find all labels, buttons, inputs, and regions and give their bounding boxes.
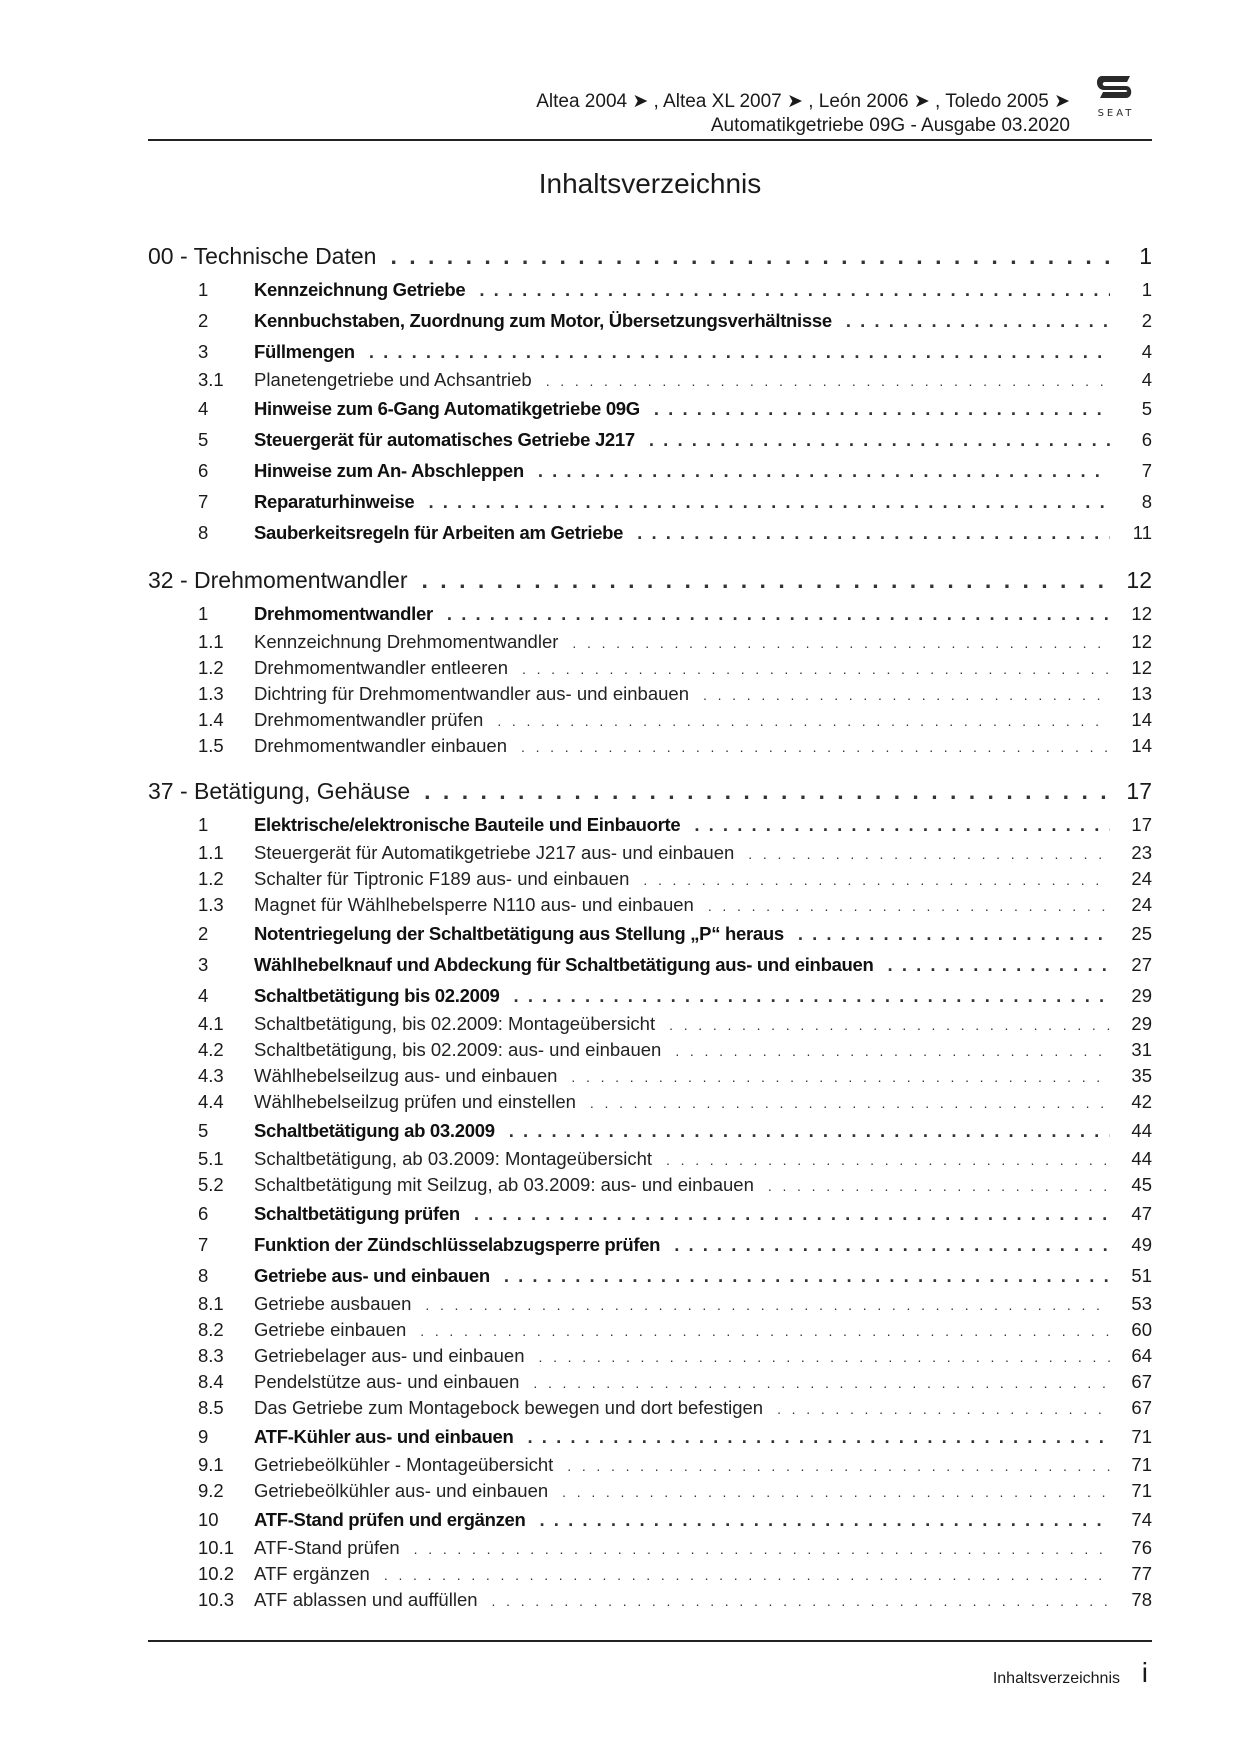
dot-leader (637, 517, 1110, 548)
entry-page: 71 (1131, 1426, 1152, 1447)
entry-title: Wählhebelknauf und Abdeckung für Schaltbetätigung aus- und einbauen (254, 954, 874, 975)
toc-section-entry[interactable] (148, 1115, 1152, 1146)
entry-page: 12 (1131, 603, 1152, 624)
entry-title: Füllmengen (254, 341, 355, 362)
entry-title: Getriebeölkühler aus- und einbauen (254, 1480, 549, 1501)
entry-number: 4.1 (198, 1013, 224, 1034)
entry-title: Getriebelager aus- und einbauen (254, 1345, 525, 1366)
chapter-title: 37 - Betätigung, Gehäuse (148, 778, 411, 804)
entry-page: 23 (1131, 842, 1152, 863)
entry-page: 71 (1131, 1454, 1152, 1475)
entry-title: Schaltbetätigung ab 03.2009 (254, 1120, 495, 1141)
entry-number: 5.2 (198, 1174, 224, 1195)
entry-title: Schaltbetätigung prüfen (254, 1203, 460, 1224)
entry-number: 3.1 (198, 369, 224, 390)
entry-page: 44 (1131, 1120, 1152, 1141)
toc-section-entry[interactable] (148, 517, 1152, 548)
entry-number: 3 (198, 341, 209, 362)
toc-section-entry[interactable] (148, 393, 1152, 424)
toc-subsection-entry[interactable] (148, 1452, 1152, 1478)
toc-subsection-entry[interactable] (148, 1037, 1152, 1063)
entry-title: Getriebe einbauen (254, 1319, 407, 1340)
chapter-entries (148, 598, 1152, 759)
dot-leader (888, 949, 1110, 980)
dot-leader (533, 1370, 1110, 1396)
entry-title: Schaltbetätigung, bis 02.2009: Montageübersicht (254, 1013, 656, 1034)
table-of-contents (148, 240, 1152, 1613)
entry-number: 5.1 (198, 1148, 224, 1169)
toc-section-entry[interactable] (148, 809, 1152, 840)
toc-subsection-entry[interactable] (148, 1587, 1152, 1613)
entry-page: 5 (1141, 398, 1152, 419)
dot-leader (546, 368, 1110, 394)
toc-subsection-entry[interactable] (148, 1146, 1152, 1172)
seat-logo-icon (1086, 72, 1146, 122)
toc-section-entry[interactable] (148, 1421, 1152, 1452)
entry-page: 76 (1131, 1537, 1152, 1558)
toc-section-entry[interactable] (148, 1260, 1152, 1291)
entry-page: 2 (1141, 310, 1152, 331)
entry-page: 42 (1131, 1091, 1152, 1112)
entry-title: Drehmomentwandler (254, 603, 433, 624)
chapter-page: 17 (1126, 778, 1152, 804)
chapter-heading[interactable] (148, 240, 1152, 272)
entry-page: 13 (1131, 683, 1152, 704)
toc-subsection-entry[interactable] (148, 367, 1152, 393)
footer-page-number: i (1141, 1657, 1148, 1688)
entry-page: 67 (1131, 1371, 1152, 1392)
entry-page: 47 (1131, 1203, 1152, 1224)
dot-leader (674, 1229, 1110, 1260)
toc-section-entry[interactable] (148, 274, 1152, 305)
entry-number: 1.1 (198, 842, 224, 863)
chapter-00 (148, 240, 1152, 548)
chapter-heading[interactable] (148, 775, 1152, 807)
toc-subsection-entry[interactable] (148, 1395, 1152, 1421)
chapter-37 (148, 775, 1152, 1613)
entry-page: 35 (1131, 1065, 1152, 1086)
entry-number: 9.2 (198, 1480, 224, 1501)
seat-logo (1086, 72, 1146, 122)
dot-leader (669, 1012, 1110, 1038)
entry-number: 2 (198, 923, 209, 944)
footer-rule (148, 1640, 1152, 1642)
entry-page: 29 (1131, 985, 1152, 1006)
toc-subsection-entry[interactable] (148, 1535, 1152, 1561)
entry-number: 6 (198, 1203, 209, 1224)
toc-subsection-entry[interactable] (148, 1343, 1152, 1369)
entry-page: 44 (1131, 1148, 1152, 1169)
entry-number: 4.4 (198, 1091, 224, 1112)
entry-title: Getriebeölkühler - Montageübersicht (254, 1454, 554, 1475)
dot-leader (492, 1588, 1110, 1614)
dot-leader (768, 1173, 1110, 1199)
dot-leader (390, 240, 1110, 272)
chapter-entries (148, 809, 1152, 1613)
entry-title: Reparaturhinweise (254, 491, 415, 512)
entry-page: 64 (1131, 1345, 1152, 1366)
dot-leader (562, 1479, 1110, 1505)
entry-page: 29 (1131, 1013, 1152, 1034)
entry-number: 3 (198, 954, 209, 975)
dot-leader (666, 1147, 1110, 1173)
entry-number: 8 (198, 522, 209, 543)
toc-section-entry[interactable] (148, 1229, 1152, 1260)
toc-subsection-entry[interactable] (148, 629, 1152, 655)
entry-title: Notentriegelung der Schaltbetätigung aus Stellung „P“ heraus (254, 923, 784, 944)
dot-leader (649, 424, 1110, 455)
entry-title: ATF-Stand prüfen und ergänzen (254, 1509, 526, 1530)
entry-number: 6 (198, 460, 209, 481)
entry-number: 1.2 (198, 657, 224, 678)
entry-page: 51 (1131, 1265, 1152, 1286)
toc-subsection-entry[interactable] (148, 681, 1152, 707)
toc-subsection-entry[interactable] (148, 655, 1152, 681)
toc-subsection-entry[interactable] (148, 1011, 1152, 1037)
entry-number: 4.3 (198, 1065, 224, 1086)
entry-title: Schaltbetätigung, ab 03.2009: Montageübersicht (254, 1148, 653, 1169)
entry-title: Kennzeichnung Getriebe (254, 279, 466, 300)
toc-subsection-entry[interactable] (148, 1317, 1152, 1343)
brand-wordmark: SEAT (1097, 108, 1135, 119)
entry-page: 77 (1131, 1563, 1152, 1584)
entry-page: 60 (1131, 1319, 1152, 1340)
entry-page: 67 (1131, 1397, 1152, 1418)
entry-title: Wählhebelseilzug prüfen und einstellen (254, 1091, 576, 1112)
entry-title: Schaltbetätigung bis 02.2009 (254, 985, 500, 1006)
toc-section-entry[interactable] (148, 336, 1152, 367)
dot-leader (539, 1344, 1111, 1370)
entry-title: Kennzeichnung Drehmomentwandler (254, 631, 559, 652)
entry-title: Dichtring für Drehmomentwandler aus- und einbauen (254, 683, 689, 704)
entry-page: 31 (1131, 1039, 1152, 1060)
entry-number: 8.1 (198, 1293, 224, 1314)
entry-page: 7 (1141, 460, 1152, 481)
dot-leader (748, 841, 1110, 867)
dot-leader (528, 1421, 1110, 1452)
toc-section-entry[interactable] (148, 949, 1152, 980)
toc-section-entry[interactable] (148, 455, 1152, 486)
entry-number: 1.1 (198, 631, 224, 652)
toc-subsection-entry[interactable] (148, 1063, 1152, 1089)
dot-leader (474, 1198, 1110, 1229)
dot-leader (798, 918, 1110, 949)
dot-leader (422, 564, 1110, 596)
dot-leader (497, 708, 1110, 734)
entry-title: Drehmomentwandler einbauen (254, 735, 507, 756)
dot-leader (424, 775, 1110, 807)
entry-page: 11 (1132, 522, 1152, 543)
entry-title: Planetengetriebe und Achsantrieb (254, 369, 532, 390)
entry-title: Magnet für Wählhebelsperre N110 aus- und einbauen (254, 894, 694, 915)
entry-number: 1.3 (198, 683, 224, 704)
toc-subsection-entry[interactable] (148, 1089, 1152, 1115)
entry-title: Elektrische/elektronische Bauteile und Einbauorte (254, 814, 681, 835)
entry-number: 8 (198, 1265, 209, 1286)
entry-number: 1.2 (198, 868, 224, 889)
chapter-32 (148, 564, 1152, 759)
entry-page: 24 (1131, 894, 1152, 915)
entry-page: 45 (1131, 1174, 1152, 1195)
footer-label: Inhaltsverzeichnis (992, 1670, 1120, 1687)
dot-leader (420, 1318, 1110, 1344)
header-subtitle: Automatikgetriebe 09G - Ausgabe 03.2020 (710, 115, 1070, 136)
dot-leader (643, 867, 1110, 893)
toc-subsection-entry[interactable] (148, 1478, 1152, 1504)
entry-page: 74 (1131, 1509, 1152, 1530)
entry-title: ATF ablassen und auffüllen (254, 1589, 478, 1610)
entry-page: 4 (1141, 341, 1152, 362)
dot-leader (654, 393, 1110, 424)
dot-leader (514, 980, 1110, 1011)
dot-leader (425, 1292, 1110, 1318)
dot-leader (703, 682, 1110, 708)
entry-number: 7 (198, 1234, 209, 1255)
dot-leader (538, 455, 1110, 486)
entry-title: Das Getriebe zum Montagebock bewegen und dort befestigen (254, 1397, 764, 1418)
entry-title: Sauberkeitsregeln für Arbeiten am Getriebe (254, 522, 624, 543)
entry-page: 1 (1141, 279, 1152, 300)
entry-number: 4 (198, 398, 209, 419)
entry-number: 8.3 (198, 1345, 224, 1366)
entry-title: Kennbuchstaben, Zuordnung zum Motor, Übersetzungsverhältnisse (254, 310, 832, 331)
entry-number: 1.4 (198, 709, 224, 730)
dot-leader (369, 336, 1110, 367)
entry-page: 71 (1131, 1480, 1152, 1501)
entry-title: Funktion der Zündschlüsselabzugsperre prüfen (254, 1234, 661, 1255)
toc-section-entry[interactable] (148, 1198, 1152, 1229)
dot-leader (414, 1536, 1110, 1562)
entry-title: Schalter für Tiptronic F189 aus- und einbauen (254, 868, 630, 889)
entry-number: 9 (198, 1426, 209, 1447)
dot-leader (447, 598, 1110, 629)
toc-section-entry[interactable] (148, 486, 1152, 517)
entry-page: 12 (1131, 631, 1152, 652)
entry-page: 78 (1131, 1589, 1152, 1610)
chapter-entries (148, 274, 1152, 548)
entry-page: 27 (1131, 954, 1152, 975)
entry-page: 24 (1131, 868, 1152, 889)
chapter-title: 00 - Technische Daten (148, 243, 377, 269)
entry-number: 1.3 (198, 894, 224, 915)
entry-page: 14 (1131, 709, 1152, 730)
toc-subsection-entry[interactable] (148, 1172, 1152, 1198)
toc-subsection-entry[interactable] (148, 866, 1152, 892)
toc-subsection-entry[interactable] (148, 707, 1152, 733)
dot-leader (708, 893, 1110, 919)
dot-leader (572, 630, 1110, 656)
toc-subsection-entry[interactable] (148, 1369, 1152, 1395)
entry-number: 7 (198, 491, 209, 512)
entry-number: 10.2 (198, 1563, 235, 1584)
entry-number: 10.1 (198, 1537, 235, 1558)
toc-subsection-entry[interactable] (148, 733, 1152, 759)
page-title: Inhaltsverzeichnis (538, 168, 762, 199)
entry-number: 8.4 (198, 1371, 224, 1392)
dot-leader (846, 305, 1110, 336)
entry-number: 1 (198, 603, 209, 624)
header-rule (148, 139, 1152, 141)
entry-number: 1.5 (198, 735, 224, 756)
chapter-page: 1 (1139, 243, 1152, 269)
entry-page: 12 (1131, 657, 1152, 678)
dot-leader (777, 1396, 1110, 1422)
entry-page: 17 (1131, 814, 1152, 835)
entry-number: 9.1 (198, 1454, 224, 1475)
toc-subsection-entry[interactable] (148, 840, 1152, 866)
entry-page: 53 (1131, 1293, 1152, 1314)
dot-leader (694, 809, 1110, 840)
entry-title: Steuergerät für Automatikgetriebe J217 aus- und einbauen (254, 842, 735, 863)
entry-page: 14 (1131, 735, 1152, 756)
toc-subsection-entry[interactable] (148, 1291, 1152, 1317)
entry-number: 10.3 (198, 1589, 235, 1610)
toc-subsection-entry[interactable] (148, 892, 1152, 918)
dot-leader (479, 274, 1110, 305)
entry-number: 4.2 (198, 1039, 224, 1060)
header-models: Altea 2004 ➤ , Altea XL 2007 ➤ , León 2006 ➤ , Toledo 2005 ➤ (536, 91, 1070, 112)
dot-leader (522, 656, 1110, 682)
dot-leader (567, 1453, 1110, 1479)
entry-title: ATF ergänzen (254, 1563, 370, 1584)
chapter-heading[interactable] (148, 564, 1152, 596)
toc-section-entry[interactable] (148, 1504, 1152, 1535)
entry-page: 4 (1141, 369, 1152, 390)
entry-title: Drehmomentwandler prüfen (254, 709, 484, 730)
entry-title: Drehmomentwandler entleeren (254, 657, 508, 678)
entry-number: 10 (198, 1509, 219, 1530)
toc-section-entry[interactable] (148, 980, 1152, 1011)
document-header (536, 90, 1070, 138)
dot-leader (521, 734, 1110, 760)
entry-number: 5 (198, 429, 209, 450)
entry-title: Wählhebelseilzug aus- und einbauen (254, 1065, 558, 1086)
entry-number: 8.5 (198, 1397, 224, 1418)
entry-title: Schaltbetätigung, bis 02.2009: aus- und einbauen (254, 1039, 662, 1060)
entry-title: Schaltbetätigung mit Seilzug, ab 03.2009: aus- und einbauen (254, 1174, 754, 1195)
entry-title: ATF-Stand prüfen (254, 1537, 400, 1558)
entry-page: 8 (1141, 491, 1152, 512)
entry-page: 6 (1141, 429, 1152, 450)
entry-title: ATF-Kühler aus- und einbauen (254, 1426, 514, 1447)
entry-title: Hinweise zum 6-Gang Automatikgetriebe 09G (254, 398, 640, 419)
chapter-page: 12 (1126, 567, 1152, 593)
dot-leader (540, 1504, 1110, 1535)
entry-page: 25 (1131, 923, 1152, 944)
entry-number: 1 (198, 814, 209, 835)
dot-leader (504, 1260, 1110, 1291)
entry-number: 1 (198, 279, 209, 300)
dot-leader (509, 1115, 1110, 1146)
entry-title: Pendelstütze aus- und einbauen (254, 1371, 520, 1392)
toc-subsection-entry[interactable] (148, 1561, 1152, 1587)
toc-section-entry[interactable] (148, 598, 1152, 629)
dot-leader (384, 1562, 1110, 1588)
dot-leader (675, 1038, 1110, 1064)
toc-section-entry[interactable] (148, 305, 1152, 336)
entry-number: 5 (198, 1120, 209, 1141)
entry-number: 4 (198, 985, 209, 1006)
entry-number: 2 (198, 310, 209, 331)
toc-section-entry[interactable] (148, 424, 1152, 455)
entry-title: Steuergerät für automatisches Getriebe J217 (254, 429, 635, 450)
dot-leader (571, 1064, 1110, 1090)
entry-title: Hinweise zum An- Abschleppen (254, 460, 524, 481)
entry-title: Getriebe ausbauen (254, 1293, 412, 1314)
toc-section-entry[interactable] (148, 918, 1152, 949)
entry-title: Getriebe aus- und einbauen (254, 1265, 490, 1286)
dot-leader (428, 486, 1110, 517)
entry-page: 49 (1131, 1234, 1152, 1255)
entry-number: 8.2 (198, 1319, 224, 1340)
chapter-title: 32 - Drehmomentwandler (148, 567, 408, 593)
dot-leader (590, 1090, 1110, 1116)
